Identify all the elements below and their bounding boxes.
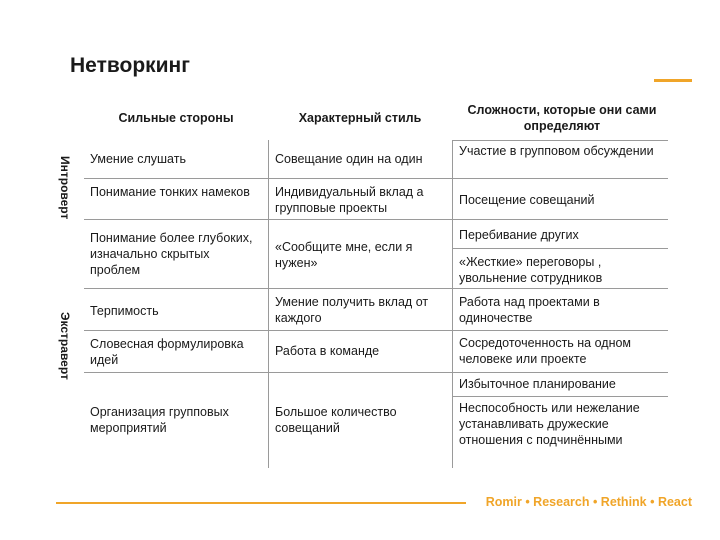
footer-tagline: Romir • Research • Rethink • React bbox=[485, 495, 692, 509]
strength-cell: Словесная формулировка идей bbox=[90, 337, 244, 367]
style-cell: Совещание один на один bbox=[275, 152, 423, 166]
row-line bbox=[452, 248, 668, 249]
row-line bbox=[452, 288, 668, 289]
row-line bbox=[268, 372, 452, 373]
difficulty-cell: Посещение совещаний bbox=[459, 193, 595, 207]
slide-title: Нетворкинг bbox=[70, 54, 190, 77]
difficulty-cell: Работа над проектами в одиночестве bbox=[459, 295, 600, 325]
row-line bbox=[452, 372, 668, 373]
difficulty-cell: Неспособность или нежелание устанавливать дружеские отношения с подчинёнными bbox=[459, 401, 640, 447]
difficulty-cell: Избыточное планирование bbox=[459, 377, 616, 391]
row-line bbox=[268, 330, 452, 331]
title-accent-bar bbox=[654, 79, 692, 82]
difficulty-cell: Участие в групповом обсуждении bbox=[459, 144, 654, 158]
col-divider-1 bbox=[268, 140, 269, 468]
row-line bbox=[452, 140, 668, 141]
side-label-introvert: Интроверт bbox=[58, 156, 72, 220]
header-style: Характерный стиль bbox=[298, 111, 422, 125]
row-line bbox=[84, 178, 268, 179]
side-label-extravert: Экстраверт bbox=[58, 312, 72, 380]
col-divider-2 bbox=[452, 140, 453, 468]
strength-cell: Терпимость bbox=[90, 304, 159, 318]
footer-accent-bar bbox=[56, 502, 466, 504]
style-cell: Работа в команде bbox=[275, 344, 380, 358]
row-line bbox=[268, 178, 452, 179]
difficulty-cell: Сосредоточенность на одном человеке или проекте bbox=[459, 336, 632, 366]
row-line bbox=[452, 396, 668, 397]
row-line bbox=[452, 178, 668, 179]
style-cell: Большое количество совещаний bbox=[275, 405, 397, 435]
row-line bbox=[84, 219, 268, 220]
row-line bbox=[452, 330, 668, 331]
style-cell: Умение получить вклад от каждого bbox=[275, 295, 429, 325]
strength-cell: Умение слушать bbox=[90, 152, 186, 166]
header-difficulties: Сложности, которые они сами определяют bbox=[467, 103, 657, 133]
style-cell: «Сообщите мне, если я нужен» bbox=[275, 240, 413, 270]
row-line bbox=[84, 372, 268, 373]
strength-cell: Понимание тонких намеков bbox=[90, 185, 250, 199]
difficulty-cell: «Жесткие» переговоры , увольнение сотрудников bbox=[459, 255, 603, 285]
style-cell: Индивидуальный вклад а групповые проекты bbox=[275, 185, 424, 215]
strength-cell: Понимание более глубоких, изначально скрытых проблем bbox=[90, 231, 253, 277]
row-line bbox=[84, 288, 268, 289]
row-line bbox=[268, 288, 452, 289]
strength-cell: Организация групповых мероприятий bbox=[90, 405, 229, 435]
header-strengths: Сильные стороны bbox=[118, 111, 234, 125]
row-line bbox=[84, 330, 268, 331]
row-line bbox=[268, 219, 452, 220]
row-line bbox=[452, 219, 668, 220]
difficulty-cell: Перебивание других bbox=[459, 228, 579, 242]
